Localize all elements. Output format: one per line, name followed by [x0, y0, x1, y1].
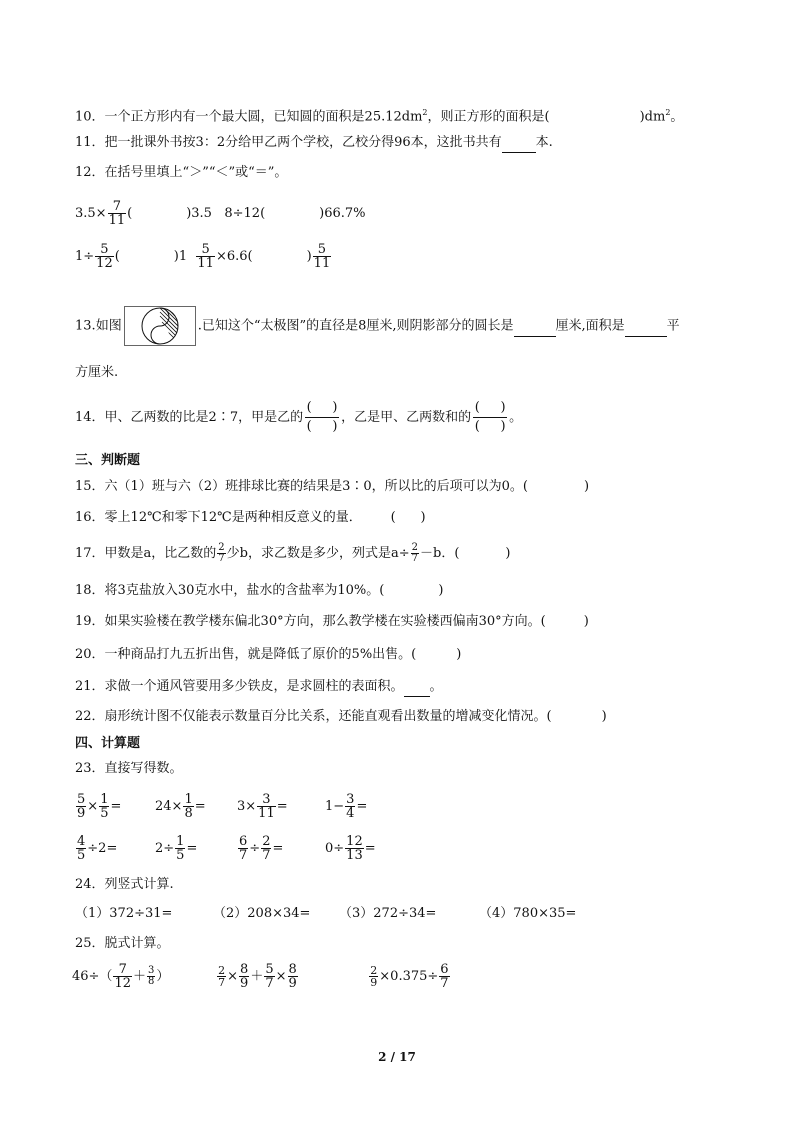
fraction-denominator: 4: [346, 806, 355, 821]
fraction-numerator: 6: [239, 834, 248, 849]
q25a-pre: 46÷（: [72, 969, 113, 984]
fraction-numerator: 8: [288, 962, 297, 977]
q12-text: 在括号里填上“＞”“＜”或“＝”。: [104, 165, 288, 180]
paren-open: (: [474, 400, 480, 415]
answer-blank[interactable]: [514, 318, 556, 337]
q11-num: 11．: [75, 135, 105, 150]
q13-c: 厘米,面积是: [555, 318, 625, 334]
fraction: [217, 965, 226, 988]
fraction-numerator: 5: [95, 243, 114, 257]
q25-row: [72, 963, 451, 990]
q25-expr-c: [368, 963, 450, 990]
fraction: [369, 965, 378, 988]
fraction-numerator: 12: [346, 834, 363, 849]
fraction: [76, 793, 86, 820]
q23-post: =: [194, 799, 206, 814]
q23-item: [237, 832, 283, 866]
q12-r1-a: 3.5×: [75, 206, 107, 221]
q24-item: （3）272÷34=: [339, 906, 437, 921]
taiji-diagram-icon: [124, 306, 196, 346]
q23-post: =: [272, 841, 284, 856]
q10-close: )dm: [639, 109, 666, 125]
fraction-denominator: 11: [258, 806, 275, 821]
q20-text: 20．一种商品打九五折出售，就是降低了原价的5%出售。(: [75, 647, 417, 662]
q25a-op: ＋: [132, 969, 146, 984]
q22-text: 22．扇形统计图不仅能表示数量百分比关系，还能直观看出数量的增减变化情况。(: [75, 709, 552, 724]
question-12: [75, 164, 287, 182]
q23-item: [325, 832, 376, 866]
fraction: [345, 793, 355, 820]
fraction: [238, 835, 248, 862]
fraction: [239, 963, 249, 990]
q19-end: ): [583, 614, 589, 629]
fraction: [76, 835, 86, 862]
q10-sup2: 2: [665, 108, 671, 117]
fraction-numerator: 7: [108, 200, 127, 214]
fraction-denominator: 9: [77, 806, 86, 821]
q25b-op: ×: [275, 969, 287, 984]
blank-fraction-top: [473, 400, 507, 416]
q13-d: 平: [666, 318, 680, 334]
question-16: [75, 509, 426, 527]
q19-text: 19．如果实验楼在教学楼东偏北30°方向，那么教学楼在实验楼西偏南30°方向。(: [75, 614, 546, 629]
fraction: [217, 543, 225, 564]
q17-c: －b．(: [420, 546, 460, 561]
fraction-numerator: 7: [113, 963, 132, 977]
fraction-denominator: 13: [346, 848, 363, 863]
question-25: [75, 935, 170, 953]
question-14: [75, 400, 522, 435]
fraction-denominator: 7: [239, 848, 248, 863]
question-24: [75, 876, 174, 894]
fraction-numerator: 1: [176, 834, 185, 849]
q14-end: 。: [509, 410, 523, 425]
q12-r2-d: ×6.6(: [215, 249, 253, 264]
fraction-bar: [473, 417, 507, 418]
page-number: 2 / 17: [378, 1050, 416, 1064]
q13-cont: 方厘米.: [75, 365, 119, 380]
q12-r2-b: (: [114, 249, 120, 264]
fraction-numerator: 5: [77, 792, 86, 807]
fraction: [411, 543, 419, 564]
q23-post: =: [106, 841, 118, 856]
fraction-denominator: 5: [77, 848, 86, 863]
question-15: [75, 478, 589, 496]
q23-item: [155, 832, 197, 866]
question-22: [75, 708, 607, 726]
q12-r1-c: )3.5: [186, 206, 212, 221]
fraction-numerator: 3: [148, 965, 155, 976]
fraction: [147, 966, 155, 987]
fraction-numerator: 2: [370, 964, 378, 977]
question-23: [75, 760, 183, 778]
q13-a: 如图: [95, 318, 122, 334]
blank-fraction-bottom: [473, 419, 507, 435]
q20-end: ): [456, 647, 462, 662]
fraction-denominator: 8: [184, 806, 193, 821]
blank-fraction[interactable]: [473, 400, 507, 435]
q23-pre: 1−: [325, 799, 345, 814]
fraction-denominator: 5: [100, 806, 109, 821]
fraction-denominator: 12: [114, 976, 131, 991]
q23-post: =: [364, 841, 376, 856]
q14-b: ，乙是甲、乙两数和的: [341, 410, 472, 425]
q25-text: 25．脱式计算。: [75, 936, 170, 951]
fraction-denominator: 7: [265, 976, 274, 991]
q22-end: ): [601, 709, 607, 724]
q23-post: =: [276, 799, 288, 814]
q23-op: ÷2: [87, 841, 107, 856]
q15-text: 15．六（1）班与六（2）班排球比赛的结果是3∶0，所以比的后项可以为0。(: [75, 479, 528, 494]
q23-item: [237, 790, 288, 824]
blank-fraction[interactable]: [305, 400, 339, 435]
fraction: [99, 793, 109, 820]
paren-open: (: [306, 419, 312, 434]
q18-end: ): [438, 583, 444, 598]
fraction: [257, 793, 276, 820]
blank-fraction-bottom: [305, 419, 339, 435]
q21-end: 。: [429, 679, 443, 694]
fraction-numerator: 4: [77, 834, 86, 849]
answer-blank[interactable]: [625, 318, 667, 337]
q10-sup: 2: [422, 108, 428, 117]
q10-text2: ，则正方形的面积是(: [427, 109, 550, 125]
fraction-numerator: 3: [257, 793, 276, 807]
q10-end: 。: [670, 109, 684, 125]
q12-r1-e: )66.7%: [319, 206, 366, 221]
fraction-numerator: 1: [184, 792, 193, 807]
q24-item: （2）208×34=: [213, 906, 311, 921]
q24-items: [75, 905, 576, 923]
paren-open: (: [474, 419, 480, 434]
fraction-denominator: 9: [240, 976, 249, 991]
section-3-heading: 三、判断题: [75, 453, 141, 468]
fraction-numerator: 5: [196, 243, 215, 257]
answer-blank[interactable]: [404, 678, 430, 697]
fraction: [261, 835, 271, 862]
question-21: [75, 678, 443, 697]
fraction: [288, 963, 298, 990]
paren-open: (: [306, 400, 312, 415]
q23-item: [155, 790, 206, 824]
q25a-post: ）: [156, 969, 170, 984]
fraction-denominator: 9: [288, 976, 297, 991]
fraction: [95, 243, 114, 270]
q12-r2-a: 1÷: [75, 249, 95, 264]
q23-pre: 3×: [237, 799, 257, 814]
q23-post: =: [186, 841, 198, 856]
q23-pre: 24×: [155, 799, 183, 814]
q23-pre: 0÷: [325, 841, 345, 856]
fraction: [113, 963, 132, 990]
q23-item: [325, 790, 367, 824]
q14-num: 14．: [75, 410, 105, 425]
fraction: [196, 243, 215, 270]
fraction-numerator: 2: [411, 542, 419, 553]
question-18: [75, 582, 443, 600]
q23-row-2: [75, 832, 675, 866]
q17-a: 17．甲数是a，比乙数的: [75, 546, 217, 561]
fraction-numerator: 3: [346, 792, 355, 807]
fraction-denominator: 11: [313, 256, 331, 271]
fraction-numerator: 2: [218, 542, 225, 553]
q21-text: 21．求做一个通风管要用多少铁皮，是求圆柱的表面积。: [75, 679, 404, 694]
q12-row-1: [75, 200, 366, 227]
fraction-bar: [305, 417, 339, 418]
q17-b: 少b，求乙数是多少，列式是a÷: [226, 546, 410, 561]
question-20: [75, 646, 461, 664]
q23-op: ×: [87, 799, 99, 814]
fraction: [345, 835, 364, 862]
fraction-denominator: 11: [108, 213, 126, 228]
fraction-numerator: 8: [240, 962, 249, 977]
question-19: [75, 613, 589, 631]
q13-b: .已知这个“太极图”的直径是8厘米,则阴影部分的圆长是: [197, 318, 514, 334]
q10-text: 一个正方形内有一个最大圆，已知圆的面积是25.12dm: [104, 109, 423, 125]
paren-close: ): [332, 419, 338, 434]
q23-text: 23．直接写得数。: [75, 761, 183, 776]
q11-end: 本.: [535, 135, 553, 150]
fraction-numerator: 6: [440, 962, 449, 977]
q16-text: 16．零上12℃和零下12℃是两种相反意义的量．: [75, 510, 362, 525]
q24-item: （1）372÷31=: [75, 906, 173, 921]
fraction-denominator: 7: [262, 848, 271, 863]
q11-text: 把一批课外书按3：2分给甲乙两个学校，乙校分得96本，这批书共有: [104, 135, 502, 150]
q23-row-1: [75, 790, 675, 824]
q23-post: =: [110, 799, 122, 814]
section-4-heading: 四、计算题: [75, 736, 141, 751]
paren-close: ): [500, 400, 506, 415]
q24-text: 24．列竖式计算.: [75, 877, 174, 892]
fraction-denominator: 7: [411, 553, 419, 564]
q23-pre: 2÷: [155, 841, 175, 856]
fraction: [175, 835, 185, 862]
paren-close: ): [332, 400, 338, 415]
question-17: [75, 543, 511, 564]
q15-end: ): [583, 479, 590, 494]
q18-text: 18．将3克盐放入30克水中，盐水的含盐率为10%。(: [75, 583, 385, 598]
fraction-denominator: 7: [218, 976, 226, 989]
fraction-denominator: 7: [218, 553, 225, 564]
fraction-denominator: 5: [176, 848, 185, 863]
q13-num: 13.: [75, 318, 96, 334]
q12-r1-b: (: [127, 206, 133, 221]
fraction-denominator: 9: [370, 976, 378, 989]
fraction-numerator: 1: [100, 792, 109, 807]
q16-paren: ( ): [390, 510, 426, 525]
q25b-op: ×: [227, 969, 239, 984]
q12-r2-c: )1: [173, 249, 188, 264]
q12-num: 12．: [75, 165, 105, 180]
blank-fraction-top: [305, 400, 339, 416]
q23-post: =: [356, 799, 368, 814]
fraction-denominator: 8: [148, 976, 155, 987]
q25-expr-b: [216, 963, 364, 990]
fraction-numerator: 5: [313, 243, 332, 257]
fraction: [439, 963, 449, 990]
fraction: [313, 243, 332, 270]
question-11: [75, 134, 553, 153]
q13-continuation: [75, 364, 118, 382]
q12-row-2: [75, 243, 332, 270]
q10-num: 10．: [75, 109, 105, 125]
answer-blank[interactable]: [502, 134, 536, 153]
fraction-denominator: 7: [440, 976, 449, 991]
question-10: [75, 104, 683, 126]
q12-r2-e: ): [306, 249, 312, 264]
fraction-numerator: 5: [265, 962, 274, 977]
q14-a: 甲、乙两数的比是2∶7，甲是乙的: [104, 410, 304, 425]
q25b-op: ＋: [250, 969, 264, 984]
fraction: [108, 200, 127, 227]
q24-item: （4）780×35=: [479, 906, 577, 921]
q12-r1-d: 8÷12(: [224, 206, 266, 221]
q25c-mid: ×0.375÷: [379, 969, 439, 984]
fraction-numerator: 2: [218, 964, 226, 977]
question-13: [75, 306, 680, 346]
q23-item: [75, 832, 117, 866]
fraction-numerator: 2: [262, 834, 271, 849]
q25-expr-a: [72, 963, 212, 990]
fraction: [183, 793, 193, 820]
q17-d: ): [505, 546, 511, 561]
fraction-denominator: 12: [96, 256, 113, 271]
paren-close: ): [500, 419, 506, 434]
q23-item: [75, 790, 121, 824]
q23-op: ÷: [249, 841, 261, 856]
fraction: [264, 963, 274, 990]
fraction-denominator: 11: [197, 256, 214, 271]
